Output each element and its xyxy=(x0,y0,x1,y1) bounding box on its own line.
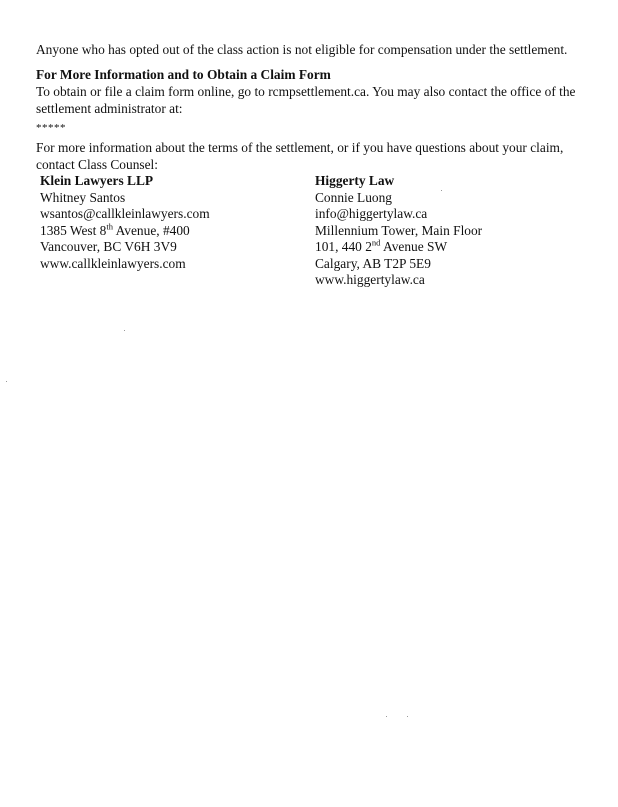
firm-name: Higgerty Law xyxy=(315,173,395,188)
contact-email: wsantos@callkleinlawyers.com xyxy=(40,206,210,221)
claim-form-paragraph: To obtain or file a claim form online, go to rcmpsettlement.ca. You may also contact the office of the settlement administrator at: xyxy=(36,84,576,116)
firm-name: Klein Lawyers LLP xyxy=(40,173,154,188)
street-address-prefix: 1385 West 8 xyxy=(40,222,107,238)
class-counsel-paragraph: For more information about the terms of the settlement, or if you have questions about your claim, contact Class Counsel: xyxy=(36,140,564,172)
street-address-ordinal: nd xyxy=(371,237,381,248)
website: www.callkleinlawyers.com xyxy=(40,255,186,271)
scan-speck xyxy=(386,716,387,717)
street-address xyxy=(315,239,482,256)
city-postal: Calgary, AB T2P 5E9 xyxy=(315,255,431,271)
section-heading: For More Information and to Obtain a Claim Form xyxy=(36,67,331,82)
scan-speck xyxy=(124,330,125,331)
scan-speck xyxy=(441,190,442,191)
street-address xyxy=(40,223,210,240)
street-address-suffix: Avenue, #400 xyxy=(113,222,190,238)
scan-speck xyxy=(407,716,408,717)
city-postal: Vancouver, BC V6H 3V9 xyxy=(40,239,177,254)
redacted-placeholder: ***** xyxy=(36,122,66,134)
counsel-right-block xyxy=(315,173,482,289)
contact-name: Whitney Santos xyxy=(40,189,126,205)
counsel-left-block xyxy=(40,173,210,272)
street-address-suffix: Avenue SW xyxy=(380,239,448,254)
contact-email: info@higgertylaw.ca xyxy=(315,206,428,221)
opt-out-paragraph: Anyone who has opted out of the class action is not eligible for compensation under the settlement. xyxy=(36,42,568,57)
street-address-ordinal: th xyxy=(106,221,113,232)
contact-name: Connie Luong xyxy=(315,189,392,205)
street-address-prefix: 101, 440 2 xyxy=(315,239,372,254)
website: www.higgertylaw.ca xyxy=(315,272,425,287)
building-name: Millennium Tower, Main Floor xyxy=(315,222,483,238)
scan-speck xyxy=(6,381,7,382)
